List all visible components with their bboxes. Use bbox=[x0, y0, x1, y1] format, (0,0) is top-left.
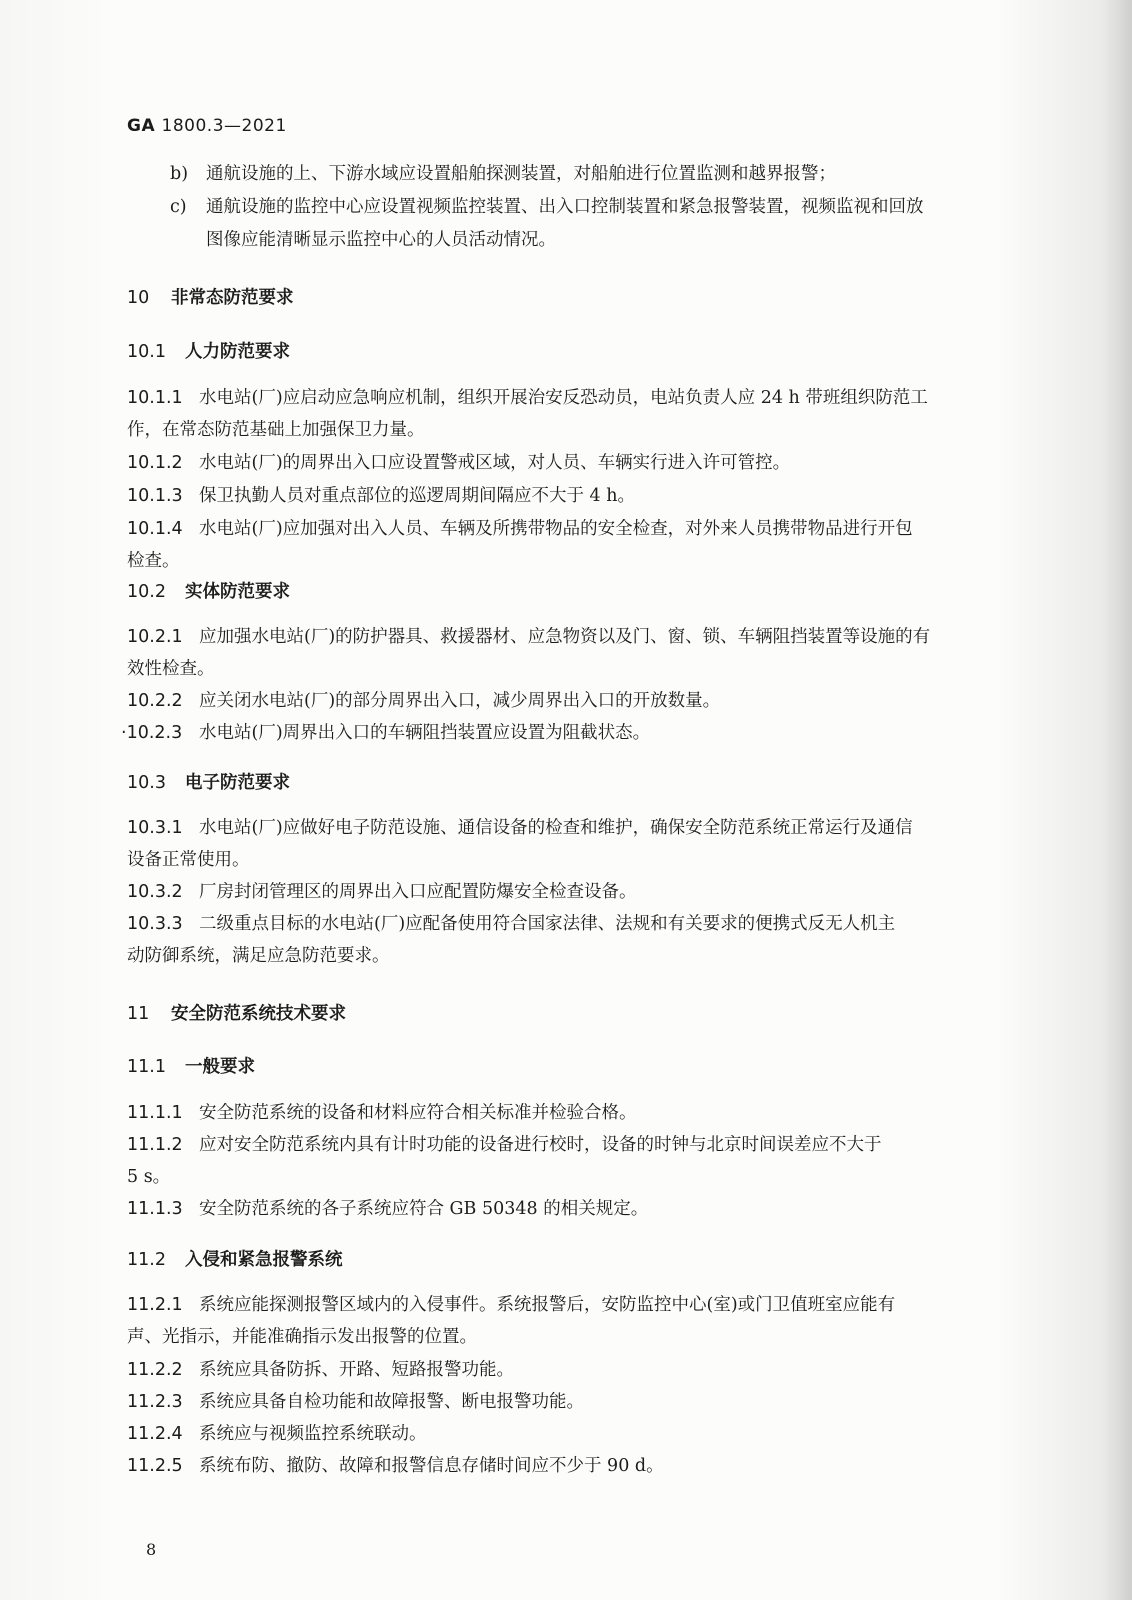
clause-10-1-4-continued: 检查。 bbox=[127, 551, 180, 571]
clause-10-3-1-continued: 设备正常使用。 bbox=[127, 850, 250, 870]
clause-number: 10.3.1 bbox=[127, 818, 183, 838]
section-title: 入侵和紧急报警系统 bbox=[185, 1250, 343, 1270]
clause-text: 水电站(厂)应启动应急响应机制，组织开展治安反恐动员，电站负责人应 24 h 带班组织防范工 bbox=[199, 388, 928, 408]
clause-11-2-5 bbox=[127, 1453, 664, 1479]
clause-number: 10.2.2 bbox=[127, 691, 183, 711]
standard-number: 1800.3—2021 bbox=[161, 116, 287, 136]
page-edge-shadow bbox=[1104, 0, 1132, 1600]
clause-text: 应关闭水电站(厂)的部分周界出入口，减少周界出入口的开放数量。 bbox=[199, 691, 721, 711]
section-10-2-heading bbox=[127, 579, 290, 605]
clause-number: 10.2.1 bbox=[127, 627, 183, 647]
clause-number: 11.2.1 bbox=[127, 1295, 183, 1315]
clause-text: 安全防范系统的设备和材料应符合相关标准并检验合格。 bbox=[199, 1103, 637, 1123]
standard-prefix: GA bbox=[127, 116, 156, 136]
clause-text: 系统应与视频监控系统联动。 bbox=[199, 1424, 427, 1444]
clause-number: ·10.2.3 bbox=[121, 723, 183, 743]
clause-11-2-2 bbox=[127, 1357, 514, 1383]
section-title: 一般要求 bbox=[185, 1057, 255, 1077]
clause-text: 安全防范系统的各子系统应符合 GB 50348 的相关规定。 bbox=[199, 1199, 649, 1219]
clause-text: 系统布防、撤防、故障和报警信息存储时间应不少于 90 d。 bbox=[199, 1456, 664, 1476]
section-10-1-heading bbox=[127, 339, 290, 365]
list-item-label: c) bbox=[170, 197, 187, 217]
clause-number: 10.1.3 bbox=[127, 486, 183, 506]
clause-10-3-2 bbox=[127, 879, 637, 905]
clause-number: 10.1.1 bbox=[127, 388, 183, 408]
list-item-c-continued: 图像应能清晰显示监控中心的人员活动情况。 bbox=[206, 230, 556, 250]
clause-number: 11.2.2 bbox=[127, 1360, 183, 1380]
section-number: 10 bbox=[127, 288, 150, 308]
clause-10-3-1 bbox=[127, 815, 913, 841]
list-item-b bbox=[170, 161, 836, 187]
section-number: 10.3 bbox=[127, 773, 166, 793]
clause-10-1-2 bbox=[127, 450, 790, 476]
clause-text: 水电站(厂)应做好电子防范设施、通信设备的检查和维护，确保安全防范系统正常运行及通信 bbox=[199, 818, 913, 838]
list-item-text: 通航设施的上、下游水域应设置船舶探测装置，对船舶进行位置监测和越界报警； bbox=[206, 164, 836, 184]
clause-10-2-2 bbox=[127, 688, 720, 714]
section-number: 11.1 bbox=[127, 1057, 166, 1077]
section-number: 10.2 bbox=[127, 582, 166, 602]
page-number: 8 bbox=[146, 1540, 157, 1559]
section-title: 电子防范要求 bbox=[185, 773, 290, 793]
clause-10-2-1 bbox=[127, 624, 930, 650]
section-title: 人力防范要求 bbox=[185, 342, 290, 362]
clause-11-1-2-continued: 5 s。 bbox=[127, 1167, 171, 1187]
clause-text: 保卫执勤人员对重点部位的巡逻周期间隔应不大于 4 h。 bbox=[199, 486, 636, 506]
clause-10-1-1 bbox=[127, 385, 928, 411]
section-title: 非常态防范要求 bbox=[171, 288, 294, 308]
clause-10-1-1-continued: 作，在常态防范基础上加强保卫力量。 bbox=[127, 420, 425, 440]
clause-11-1-3 bbox=[127, 1196, 648, 1222]
clause-number: 11.2.5 bbox=[127, 1456, 183, 1476]
section-title: 安全防范系统技术要求 bbox=[171, 1004, 346, 1024]
section-11-heading bbox=[127, 1001, 346, 1027]
section-number: 11.2 bbox=[127, 1250, 166, 1270]
clause-10-3-3-continued: 动防御系统，满足应急防范要求。 bbox=[127, 946, 390, 966]
section-11-2-heading bbox=[127, 1247, 343, 1273]
clause-11-2-3 bbox=[127, 1389, 584, 1415]
clause-11-2-1-continued: 声、光指示，并能准确指示发出报警的位置。 bbox=[127, 1327, 477, 1347]
clause-number: 11.2.4 bbox=[127, 1424, 183, 1444]
clause-number: 10.3.3 bbox=[127, 914, 183, 934]
clause-number: 11.1.3 bbox=[127, 1199, 183, 1219]
clause-text: 水电站(厂)周界出入口的车辆阻挡装置应设置为阻截状态。 bbox=[199, 723, 651, 743]
section-number: 10.1 bbox=[127, 342, 166, 362]
section-10-3-heading bbox=[127, 770, 290, 796]
clause-11-1-1 bbox=[127, 1100, 637, 1126]
section-title: 实体防范要求 bbox=[185, 582, 290, 602]
list-item-label: b) bbox=[170, 164, 189, 184]
clause-10-2-1-continued: 效性检查。 bbox=[127, 659, 215, 679]
list-item-text: 通航设施的监控中心应设置视频监控装置、出入口控制装置和紧急报警装置，视频监视和回放 bbox=[206, 197, 924, 217]
clause-text: 水电站(厂)应加强对出入人员、车辆及所携带物品的安全检查，对外来人员携带物品进行开包 bbox=[199, 519, 913, 539]
clause-10-1-3 bbox=[127, 483, 635, 509]
clause-10-3-3 bbox=[127, 911, 895, 937]
standard-number-header bbox=[127, 116, 287, 136]
clause-text: 水电站(厂)的周界出入口应设置警戒区域，对人员、车辆实行进入许可管控。 bbox=[199, 453, 791, 473]
clause-text: 应对安全防范系统内具有计时功能的设备进行校时，设备的时钟与北京时间误差应不大于 bbox=[199, 1135, 882, 1155]
clause-text: 应加强水电站(厂)的防护器具、救援器材、应急物资以及门、窗、锁、车辆阻挡装置等设施的有 bbox=[199, 627, 931, 647]
clause-number: 11.1.2 bbox=[127, 1135, 183, 1155]
clause-11-2-1 bbox=[127, 1292, 895, 1318]
clause-number: 11.2.3 bbox=[127, 1392, 183, 1412]
clause-11-1-2 bbox=[127, 1132, 882, 1158]
clause-text: 二级重点目标的水电站(厂)应配备使用符合国家法律、法规和有关要求的便携式反无人机主 bbox=[199, 914, 896, 934]
section-11-1-heading bbox=[127, 1054, 255, 1080]
clause-text: 系统应具备自检功能和故障报警、断电报警功能。 bbox=[199, 1392, 584, 1412]
clause-number: 10.3.2 bbox=[127, 882, 183, 902]
list-item-c bbox=[170, 194, 924, 220]
clause-number: 10.1.4 bbox=[127, 519, 183, 539]
clause-text: 系统应具备防拆、开路、短路报警功能。 bbox=[199, 1360, 514, 1380]
clause-text: 厂房封闭管理区的周界出入口应配置防爆安全检查设备。 bbox=[199, 882, 637, 902]
section-10-heading bbox=[127, 285, 294, 311]
clause-number: 10.1.2 bbox=[127, 453, 183, 473]
clause-text: 系统应能探测报警区域内的入侵事件。系统报警后，安防监控中心(室)或门卫值班室应能有 bbox=[199, 1295, 896, 1315]
section-number: 11 bbox=[127, 1004, 150, 1024]
clause-10-2-3 bbox=[121, 720, 650, 746]
clause-number: 11.1.1 bbox=[127, 1103, 183, 1123]
clause-10-1-4 bbox=[127, 516, 913, 542]
clause-11-2-4 bbox=[127, 1421, 427, 1447]
